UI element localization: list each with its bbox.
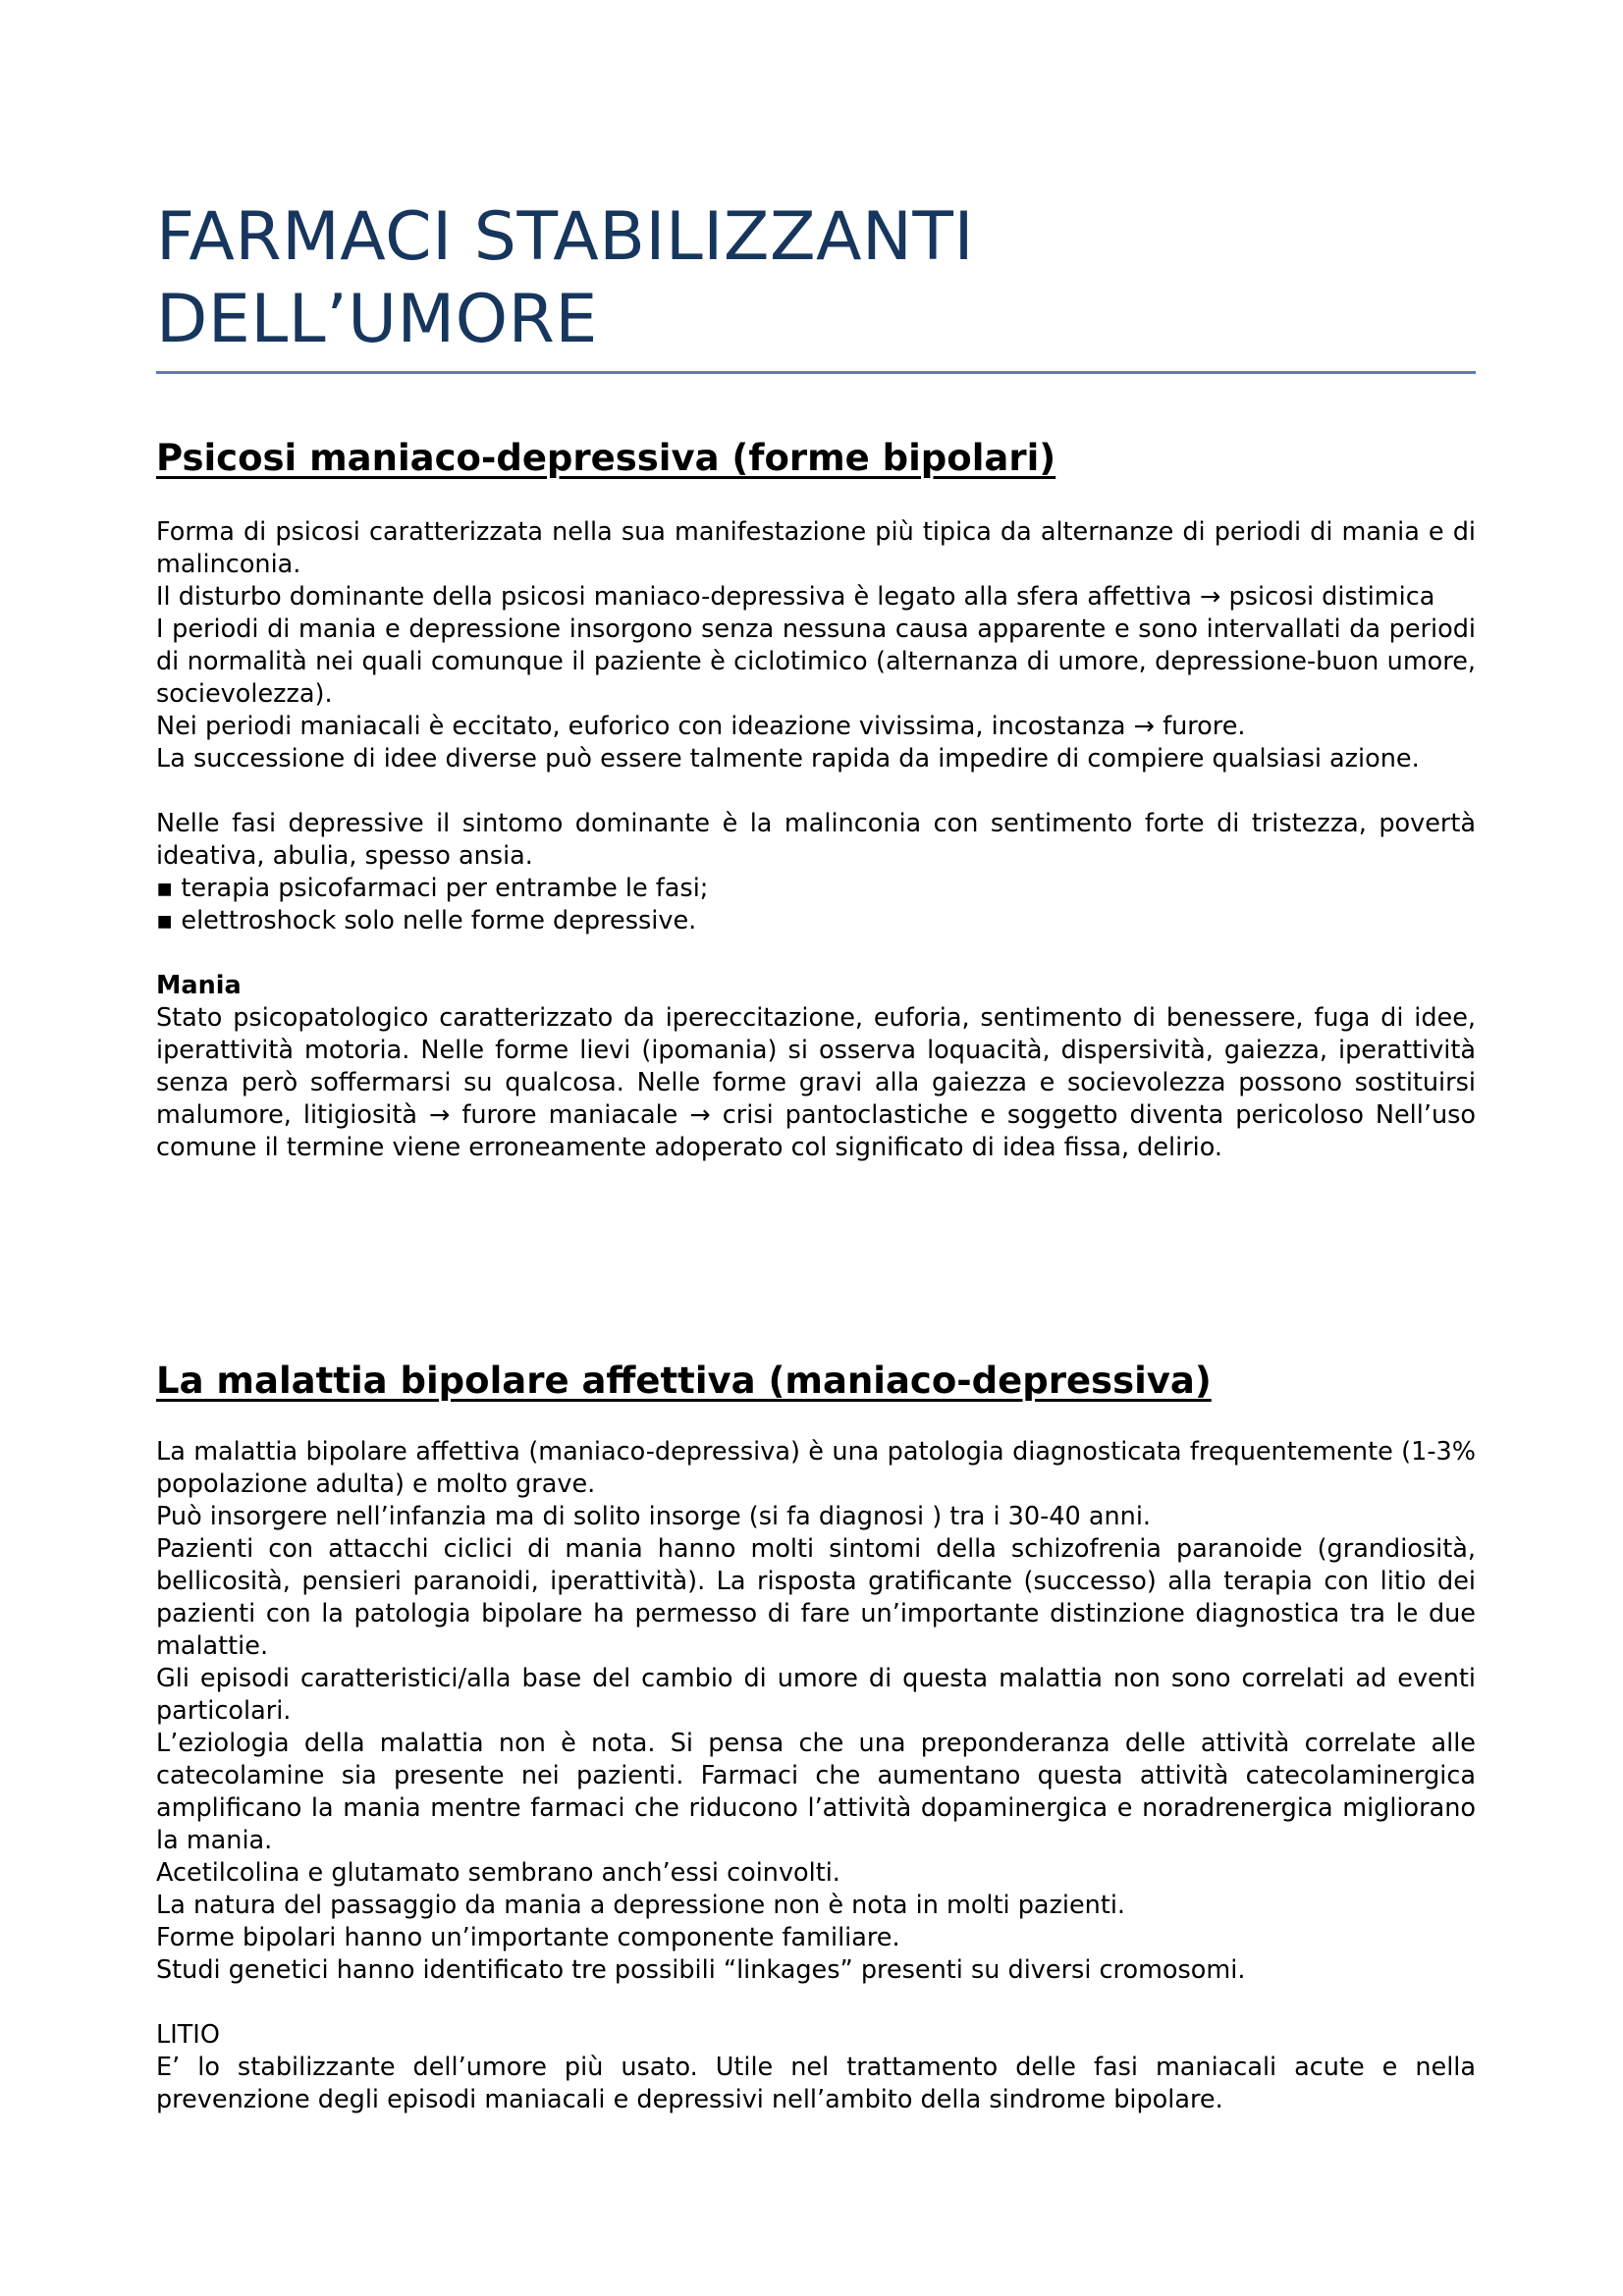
section-heading-psicosi: Psicosi maniaco-depressiva (forme bipolari) xyxy=(156,437,1056,479)
paragraph-litio: E’ lo stabilizzante dell’umore più usato. Utile nel trattamento delle fasi maniacali acute e nella prevenzione degli episodi maniacali e depressivi nell’ambito della sindrome bipolare. xyxy=(156,2053,1476,2114)
title-line-2: DELL’UMORE xyxy=(156,281,598,358)
title-divider xyxy=(156,371,1476,374)
paragraph: Il disturbo dominante della psicosi maniaco-depressiva è legato alla sfera affettiva → psicosi distimica xyxy=(156,582,1435,612)
bullet-item: ▪ elettroshock solo nelle forme depressive. xyxy=(156,905,1476,937)
paragraph: Acetilcolina e glutamato sembrano anch’essi coinvolti. xyxy=(156,1858,840,1888)
paragraph: Forma di psicosi caratterizzata nella sua manifestazione più tipica da alternanze di periodi di mania e di malinconia. xyxy=(156,517,1476,579)
paragraph: Gli episodi caratteristici/alla base del cambio di umore di questa malattia non sono correlati ad eventi particolari. xyxy=(156,1664,1476,1726)
paragraph-mania: Stato psicopatologico caratterizzato da ipereccitazione, euforia, sentimento di benessere, fuga di idee, iperattività motoria. Nelle forme lievi (ipomania) si osserva loquacità, dispersività, gaiezza, iperattività senza però soffermarsi su qualcosa. Nelle forme gravi alla gaiezza e socievolezza possono sostituirsi malumore, litigiosità → furore maniacale → crisi pantoclastiche e soggetto diventa pericoloso Nell’uso comune il termine viene erroneamente adoperato col significato di idea fissa, delirio. xyxy=(156,1003,1476,1162)
paragraph: Può insorgere nell’infanzia ma di solito insorge (si fa diagnosi ) tra i 30-40 anni. xyxy=(156,1502,1152,1531)
document-title xyxy=(156,196,1476,361)
paragraph: Nelle fasi depressive il sintomo dominante è la malinconia con sentimento forte di tristezza, povertà ideativa, abulia, spesso ansia. xyxy=(156,809,1476,871)
paragraph: Studi genetici hanno identificato tre possibili “linkages” presenti su diversi cromosomi. xyxy=(156,1955,1246,1985)
paragraph: La malattia bipolare affettiva (maniaco-depressiva) è una patologia diagnosticata frequentemente (1-3% popolazione adulta) e molto grave. xyxy=(156,1437,1476,1499)
section-body-psicosi xyxy=(156,516,1476,1164)
title-line-1: FARMACI STABILIZZANTI xyxy=(156,198,975,276)
paragraph: Pazienti con attacchi ciclici di mania hanno molti sintomi della schizofrenia paranoide (grandiosità, bellicosità, pensieri paranoidi, iperattività). La risposta gratificante (successo) alla terapia con litio dei pazienti con la patologia bipolare ha permesso di fare un’importante distinzione diagnostica tra le due malattie. xyxy=(156,1534,1476,1661)
subheading-litio: LITIO xyxy=(156,2020,220,2050)
bullet-item: ▪ terapia psicofarmaci per entrambe le fasi; xyxy=(156,873,1476,905)
paragraph: La successione di idee diverse può essere talmente rapida da impedire di compiere qualsiasi azione. xyxy=(156,744,1420,774)
section-body-malattia-bipolare xyxy=(156,1436,1476,2116)
paragraph: Forme bipolari hanno un’importante componente familiare. xyxy=(156,1923,900,1952)
paragraph: I periodi di mania e depressione insorgono senza nessuna causa apparente e sono intervallati da periodi di normalità nei quali comunque il paziente è ciclotimico (alternanza di umore, depressione-buon umore, socievolezza). xyxy=(156,614,1476,709)
subheading-mania: Mania xyxy=(156,971,242,1000)
paragraph: Nei periodi maniacali è eccitato, euforico con ideazione vivissima, incostanza → furore. xyxy=(156,712,1246,741)
paragraph: La natura del passaggio da mania a depressione non è nota in molti pazienti. xyxy=(156,1891,1126,1920)
paragraph: L’eziologia della malattia non è nota. Si pensa che una preponderanza delle attività correlate alle catecolamine sia presente nei pazienti. Farmaci che aumentano questa attività catecolaminergica amplificano la mania mentre farmaci che riducono l’attività dopaminergica e noradrenergica migliorano la mania. xyxy=(156,1729,1476,1855)
section-heading-malattia-bipolare: La malattia bipolare affettiva (maniaco-depressiva) xyxy=(156,1360,1212,1402)
